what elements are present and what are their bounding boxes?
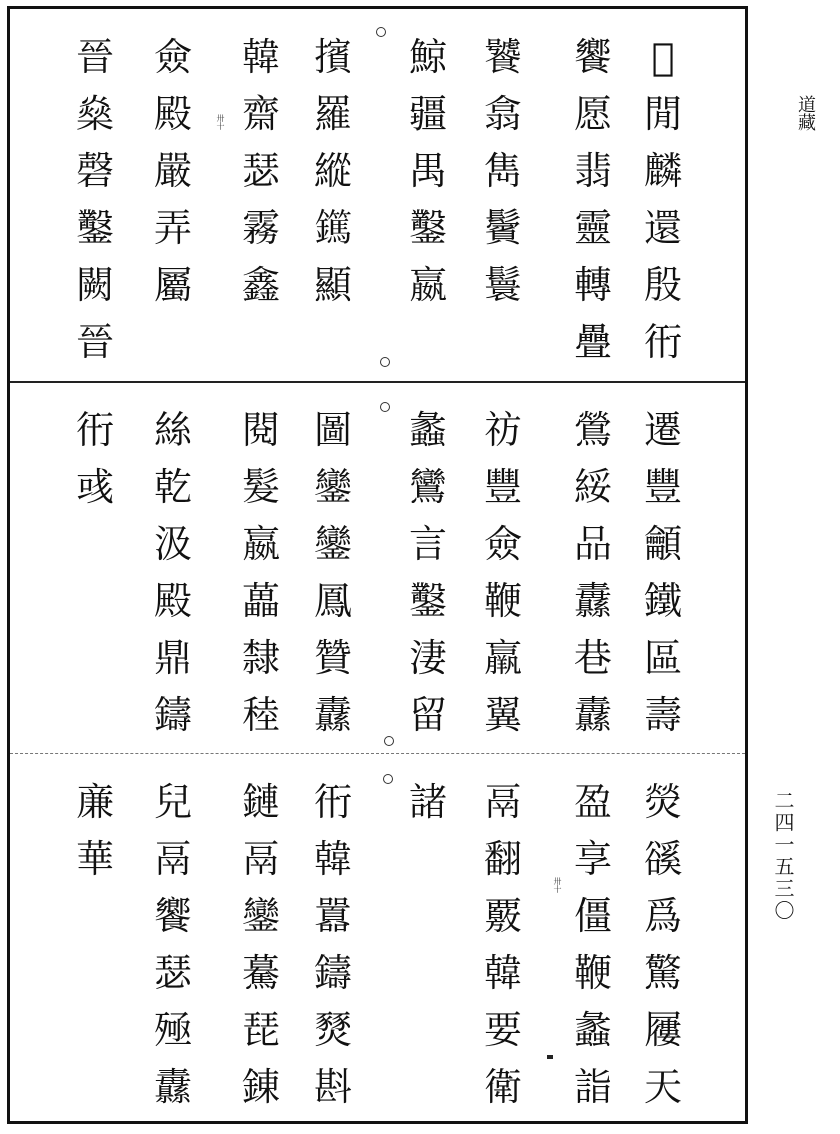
glyph: 龥 xyxy=(643,522,682,566)
glyph: 瑟 xyxy=(153,951,192,995)
text-column xyxy=(310,29,356,314)
glyph: 屬 xyxy=(153,263,192,307)
glyph: 翡 xyxy=(573,149,612,193)
glyph: 圖 xyxy=(313,408,352,452)
glyph: 翻 xyxy=(483,837,522,881)
column-circle xyxy=(380,357,390,367)
glyph: 詣 xyxy=(573,1065,612,1109)
text-column xyxy=(570,774,616,1116)
glyph: 弄 xyxy=(153,206,192,250)
glyph: 翼 xyxy=(483,693,522,737)
page-frame xyxy=(7,6,748,1124)
glyph: 盈 xyxy=(573,780,612,824)
glyph: 鏈 xyxy=(241,780,280,824)
glyph: 饗 xyxy=(573,35,612,79)
text-column xyxy=(310,774,356,1116)
glyph: 藟 xyxy=(241,579,280,623)
glyph: 󿿽 xyxy=(651,35,675,79)
text-column xyxy=(238,29,284,314)
glyph: 鑾 xyxy=(313,522,352,566)
glyph: 琵 xyxy=(241,1008,280,1052)
glyph: 稑 xyxy=(241,693,280,737)
section-divider xyxy=(10,753,745,754)
glyph: 區 xyxy=(643,636,682,680)
glyph: 鑿 xyxy=(75,206,114,250)
glyph: 汲 xyxy=(153,522,192,566)
glyph: 閱 xyxy=(241,408,280,452)
glyph: 髮 xyxy=(241,465,280,509)
glyph: 僵 xyxy=(573,894,612,938)
text-column xyxy=(640,29,686,371)
glyph: 綏 xyxy=(573,465,612,509)
text-column xyxy=(480,29,526,314)
glyph: 鐵 xyxy=(643,579,682,623)
glyph: 鸞 xyxy=(408,465,447,509)
glyph: 壽 xyxy=(643,693,682,737)
glyph: 纛 xyxy=(573,693,612,737)
glyph: 驀 xyxy=(241,951,280,995)
glyph: 衎 xyxy=(313,780,352,824)
glyph: 愿 xyxy=(573,92,612,136)
glyph: 鯨 xyxy=(408,35,447,79)
text-column xyxy=(480,774,526,1116)
glyph: 鞭 xyxy=(573,951,612,995)
glyph: 衎 xyxy=(643,320,682,364)
text-column xyxy=(72,774,118,888)
glyph: 兒 xyxy=(153,780,192,824)
glyph: 豐 xyxy=(643,465,682,509)
text-column xyxy=(72,29,118,371)
glyph: 鞭 xyxy=(483,579,522,623)
text-column xyxy=(72,402,118,516)
glyph: 屨 xyxy=(643,1008,682,1052)
glyph: 雋 xyxy=(483,149,522,193)
glyph: 顯 xyxy=(313,263,352,307)
text-column xyxy=(150,774,196,1116)
glyph: 遷 xyxy=(643,408,682,452)
glyph: 享 xyxy=(573,837,612,881)
glyph: 嬴 xyxy=(408,263,447,307)
glyph: 翕 xyxy=(483,92,522,136)
glyph: 鼎 xyxy=(153,636,192,680)
column-circle xyxy=(383,774,393,784)
glyph: 乾 xyxy=(153,465,192,509)
glyph: 韓 xyxy=(483,951,522,995)
text-column xyxy=(640,774,686,1116)
glyph: 羅 xyxy=(313,92,352,136)
glyph: 豐 xyxy=(483,465,522,509)
glyph: 還 xyxy=(643,206,682,250)
glyph: 鶯 xyxy=(573,408,612,452)
glyph: 閒 xyxy=(643,92,682,136)
glyph: 彧 xyxy=(75,465,114,509)
glyph: 衛 xyxy=(483,1065,522,1109)
glyph: 鳳 xyxy=(313,579,352,623)
text-column xyxy=(640,402,686,744)
glyph: 鑫 xyxy=(241,263,280,307)
canon-title: 道藏 xyxy=(795,95,816,131)
glyph: 爲 xyxy=(643,894,682,938)
glyph: 蠡 xyxy=(408,408,447,452)
glyph: 留 xyxy=(408,693,447,737)
column-circle xyxy=(376,27,386,37)
text-column xyxy=(405,402,451,744)
glyph: 瑟 xyxy=(241,149,280,193)
glyph: 鑄 xyxy=(153,693,192,737)
glyph: 齋 xyxy=(241,92,280,136)
text-column xyxy=(405,29,451,314)
glyph: 僉 xyxy=(483,522,522,566)
glyph: 鑿 xyxy=(408,206,447,250)
glyph: 絲 xyxy=(153,408,192,452)
glyph: 僉 xyxy=(153,35,192,79)
text-column xyxy=(238,774,284,1116)
glyph: 疆 xyxy=(408,92,447,136)
text-column xyxy=(405,774,451,831)
glyph: 衎 xyxy=(75,408,114,452)
glyph: 嚴 xyxy=(153,149,192,193)
glyph: 晉 xyxy=(75,35,114,79)
glyph: 嬴 xyxy=(241,522,280,566)
glyph: 韓 xyxy=(313,837,352,881)
glyph: 燹 xyxy=(313,1008,352,1052)
glyph: 要 xyxy=(483,1008,522,1052)
glyph: 擯 xyxy=(313,35,352,79)
glyph: 亷 xyxy=(75,780,114,824)
glyph: 纛 xyxy=(573,579,612,623)
glyph: 諸 xyxy=(408,780,447,824)
glyph: 祊 xyxy=(483,408,522,452)
glyph: 驚 xyxy=(643,951,682,995)
glyph: 纛 xyxy=(313,693,352,737)
glyph: 鬟 xyxy=(483,263,522,307)
text-column xyxy=(310,402,356,744)
glyph: 磬 xyxy=(75,149,114,193)
text-column xyxy=(150,402,196,744)
page-number: 二四一五三〇 xyxy=(771,790,795,922)
glyph: 華 xyxy=(75,837,114,881)
glyph: 饕 xyxy=(483,35,522,79)
glyph: 羸 xyxy=(483,636,522,680)
glyph: 贊 xyxy=(313,636,352,680)
chapter-marker: 卅十 xyxy=(553,877,562,893)
glyph: 燊 xyxy=(75,92,114,136)
glyph: 霧 xyxy=(241,206,280,250)
glyph: 斟 xyxy=(313,1065,352,1109)
column-circle xyxy=(380,402,390,412)
glyph: 縱 xyxy=(313,149,352,193)
glyph: 轉 xyxy=(573,263,612,307)
ink-mark xyxy=(547,1055,553,1059)
glyph: 淒 xyxy=(408,636,447,680)
glyph: 蠡 xyxy=(573,1008,612,1052)
text-column xyxy=(570,402,616,744)
glyph: 疊 xyxy=(573,320,612,364)
text-column xyxy=(480,402,526,744)
glyph: 隸 xyxy=(241,636,280,680)
glyph: 殿 xyxy=(153,579,192,623)
chapter-marker: 卅十 xyxy=(216,114,225,130)
glyph: 晉 xyxy=(75,320,114,364)
column-circle xyxy=(384,736,394,746)
glyph: 巷 xyxy=(573,636,612,680)
glyph: 鑄 xyxy=(313,951,352,995)
glyph: 麟 xyxy=(643,149,682,193)
glyph: 錬 xyxy=(241,1065,280,1109)
glyph: 鬲 xyxy=(153,837,192,881)
glyph: 饗 xyxy=(153,894,192,938)
glyph: 鬲 xyxy=(241,837,280,881)
glyph: 鑾 xyxy=(313,465,352,509)
glyph: 覈 xyxy=(483,894,522,938)
glyph: 殛 xyxy=(153,1008,192,1052)
glyph: 禺 xyxy=(408,149,447,193)
glyph: 纛 xyxy=(153,1065,192,1109)
glyph: 品 xyxy=(573,522,612,566)
glyph: 靈 xyxy=(573,206,612,250)
glyph: 鬢 xyxy=(483,206,522,250)
glyph: 闕 xyxy=(75,263,114,307)
glyph: 殿 xyxy=(153,92,192,136)
glyph: 囂 xyxy=(313,894,352,938)
glyph: 鬲 xyxy=(483,780,522,824)
text-column xyxy=(570,29,616,371)
glyph: 殷 xyxy=(643,263,682,307)
text-column xyxy=(238,402,284,744)
glyph: 韓 xyxy=(241,35,280,79)
glyph: 𨯹 xyxy=(313,206,352,250)
glyph: 鑾 xyxy=(241,894,280,938)
glyph: 鑿 xyxy=(408,579,447,623)
glyph: 言 xyxy=(408,522,447,566)
section-divider xyxy=(10,381,745,383)
glyph: 豀 xyxy=(643,837,682,881)
text-column xyxy=(150,29,196,314)
glyph: 熒 xyxy=(643,780,682,824)
glyph: 天 xyxy=(643,1065,682,1109)
